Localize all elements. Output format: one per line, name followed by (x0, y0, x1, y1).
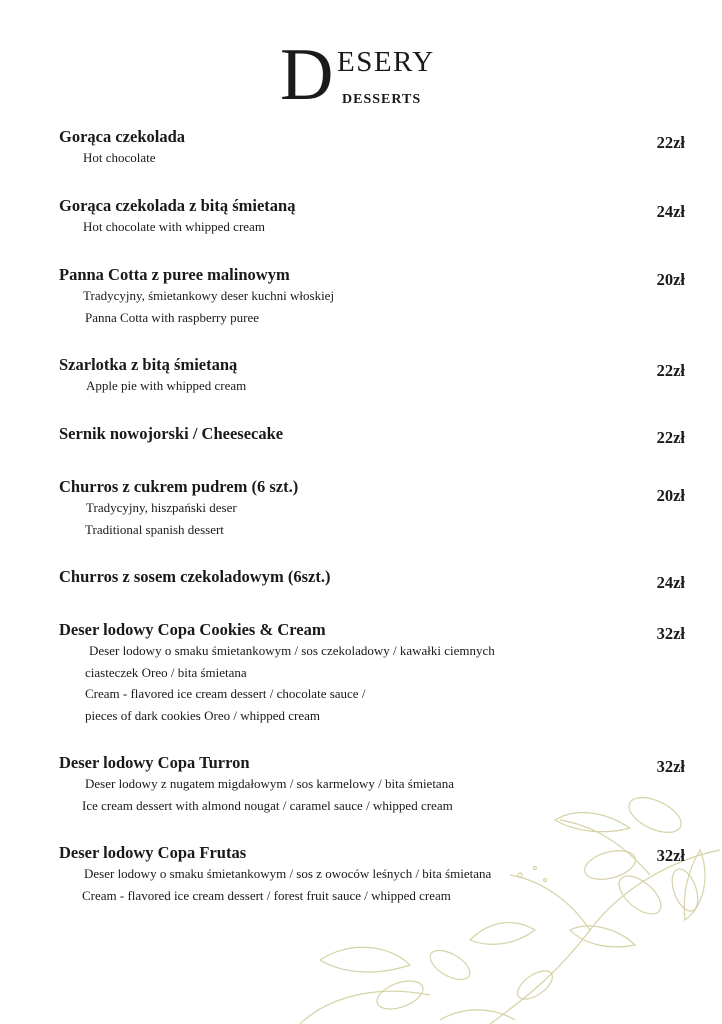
item-description: Tradycyjny, śmietankowy deser kuchni włoskiej (83, 288, 335, 303)
item-description: Deser lodowy z nugatem migdałowym / sos karmelowy / bita śmietana (85, 776, 454, 791)
menu-item-copa-turron (59, 753, 689, 816)
item-description: Hot chocolate with whipped cream (83, 219, 265, 234)
item-description: Traditional spanish dessert (85, 521, 224, 537)
menu-item-panna-cotta (59, 265, 689, 328)
menu-header (280, 34, 480, 116)
item-name: Gorąca czekolada (59, 127, 186, 146)
page-subtitle: DESSERTS (342, 92, 422, 107)
item-description: pieces of dark cookies Oreo / whipped cream (85, 707, 320, 723)
title-initial: D (280, 34, 334, 116)
item-name: Deser lodowy Copa Turron (59, 753, 250, 772)
item-name: Sernik nowojorski / Cheesecake (59, 424, 284, 443)
item-price: 22zł (656, 361, 685, 380)
item-price: 22zł (656, 133, 685, 152)
item-name: Panna Cotta z puree malinowym (59, 265, 290, 284)
item-name: Deser lodowy Copa Frutas (59, 843, 247, 862)
item-description: Cream - flavored ice cream dessert / chocolate sauce / (85, 686, 366, 701)
item-description: Deser lodowy o smaku śmietankowym / sos z owoców leśnych / bita śmietana (84, 866, 492, 881)
item-name: Gorąca czekolada z bitą śmietaną (59, 196, 296, 215)
menu-item-apple-pie (59, 355, 689, 397)
menu-item-cheesecake (59, 424, 689, 444)
item-price: 32zł (656, 757, 685, 776)
item-description: Tradycyjny, hiszpański deser (86, 500, 237, 515)
item-price: 24zł (656, 573, 685, 592)
item-description: Apple pie with whipped cream (86, 378, 247, 393)
item-description: Panna Cotta with raspberry puree (85, 309, 260, 325)
menu-item-hot-chocolate (59, 127, 689, 169)
page-title: ESERY (337, 46, 435, 78)
item-description: Deser lodowy o smaku śmietankowym / sos czekoladowy / kawałki ciemnych (89, 643, 495, 658)
item-name: Churros z cukrem pudrem (6 szt.) (59, 477, 299, 496)
menu-item-copa-frutas (59, 843, 689, 906)
item-name: Deser lodowy Copa Cookies & Cream (59, 620, 326, 639)
item-name: Churros z sosem czekoladowym (6szt.) (59, 567, 331, 586)
menu-item-churros-chocolate (59, 567, 689, 587)
item-price: 20zł (656, 270, 685, 289)
item-name: Szarlotka z bitą śmietaną (59, 355, 238, 374)
item-price: 24zł (656, 202, 685, 221)
menu-item-hot-chocolate-cream (59, 196, 689, 238)
menu-item-copa-cookies-cream (59, 620, 689, 726)
item-price: 32zł (656, 846, 685, 865)
item-description: Cream - flavored ice cream dessert / forest fruit sauce / whipped cream (82, 887, 451, 903)
item-price: 32zł (656, 624, 685, 643)
menu-item-churros-sugar (59, 477, 689, 540)
item-description: Hot chocolate (83, 150, 156, 165)
item-description: Ice cream dessert with almond nougat / caramel sauce / whipped cream (82, 797, 453, 813)
item-description: ciasteczek Oreo / bita śmietana (85, 664, 247, 680)
item-price: 22zł (656, 428, 685, 447)
item-price: 20zł (656, 486, 685, 505)
